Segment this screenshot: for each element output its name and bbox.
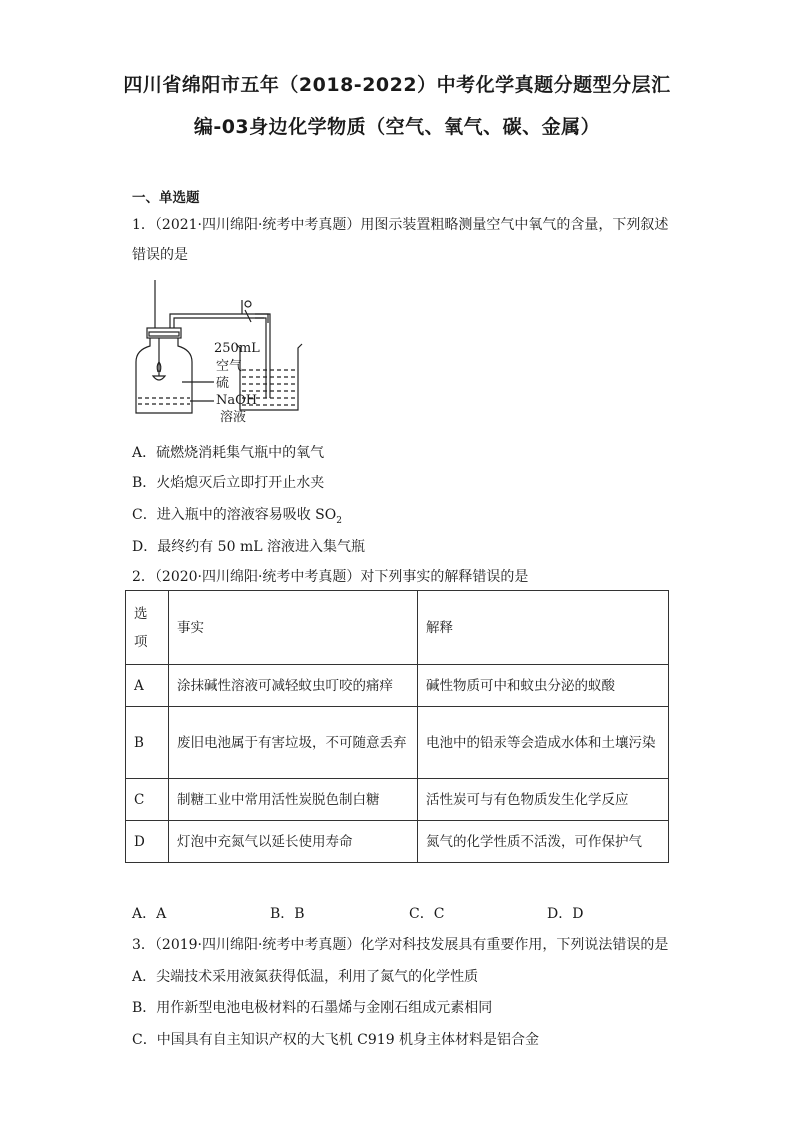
q3-stem: 3．（2019·四川绵阳·统考中考真题）化学对科技发展具有重要作用，下列说法错误的是 bbox=[132, 937, 669, 953]
label-sulfur: 硫 bbox=[216, 376, 230, 391]
cell-fact: 涂抹碱性溶液可减轻蚊虫叮咬的痛痒 bbox=[169, 665, 418, 707]
q2-stem: 2．（2020·四川绵阳·统考中考真题）对下列事实的解释错误的是 bbox=[132, 569, 529, 585]
cell-explanation: 碱性物质可中和蚊虫分泌的蚁酸 bbox=[418, 665, 669, 707]
header-fact: 事实 bbox=[169, 591, 418, 665]
label-naoh: NaOH bbox=[216, 393, 258, 408]
q2-answer-a: A．A bbox=[132, 906, 167, 922]
q1-option-c: C．进入瓶中的溶液容易吸收 $SO_2$ bbox=[132, 507, 342, 526]
q3-option-b: B．用作新型电池电极材料的石墨烯与金刚石组成元素相同 bbox=[132, 1000, 493, 1016]
section-heading: 一、单选题 bbox=[132, 190, 200, 206]
q2-answer-d: D．D bbox=[547, 906, 584, 922]
q1-option-d: D．最终约有 50 mL 溶液进入集气瓶 bbox=[132, 539, 365, 555]
cell-explanation: 电池中的铅汞等会造成水体和土壤污染 bbox=[418, 707, 669, 779]
label-volume: 250mL bbox=[214, 341, 260, 356]
header-explanation: 解释 bbox=[418, 591, 669, 665]
document-title-line1: 四川省绵阳市五年（2018-2022）中考化学真题分题型分层汇 bbox=[123, 74, 671, 96]
document-title-line2: 编-03身边化学物质（空气、氧气、碳、金属） bbox=[193, 116, 601, 138]
cell-explanation: 氮气的化学性质不活泼，可作保护气 bbox=[418, 821, 669, 863]
cell-fact: 废旧电池属于有害垃圾，不可随意丢弃 bbox=[169, 707, 418, 779]
table-row bbox=[126, 665, 669, 707]
table-row bbox=[126, 707, 669, 779]
q1-option-b: B．火焰熄灭后立即打开止水夹 bbox=[132, 475, 325, 491]
apparatus-figure bbox=[130, 280, 400, 425]
q3-option-c: C．中国具有自主知识产权的大飞机 C919 机身主体材料是铝合金 bbox=[132, 1032, 540, 1048]
table-row bbox=[126, 821, 669, 863]
cell-option: A bbox=[126, 665, 169, 707]
q1-stem-line1: 1．（2021·四川绵阳·统考中考真题）用图示装置粗略测量空气中氧气的含量，下列叙述 bbox=[132, 217, 669, 233]
table-header-row bbox=[126, 591, 669, 665]
label-air: 空气 bbox=[216, 359, 243, 374]
cell-option: C bbox=[126, 779, 169, 821]
label-solution: 溶液 bbox=[220, 410, 247, 425]
cell-explanation: 活性炭可与有色物质发生化学反应 bbox=[418, 779, 669, 821]
q2-table bbox=[125, 590, 669, 863]
cell-option: D bbox=[126, 821, 169, 863]
q2-answer-c: C．C bbox=[409, 906, 445, 922]
cell-fact: 灯泡中充氮气以延长使用寿命 bbox=[169, 821, 418, 863]
q3-option-a: A．尖端技术采用液氮获得低温，利用了氮气的化学性质 bbox=[132, 969, 479, 985]
q1-option-a: A．硫燃烧消耗集气瓶中的氧气 bbox=[132, 445, 325, 461]
cell-fact: 制糖工业中常用活性炭脱色制白糖 bbox=[169, 779, 418, 821]
table-row bbox=[126, 779, 669, 821]
cell-option: B bbox=[126, 707, 169, 779]
q2-answer-b: B．B bbox=[270, 906, 305, 922]
header-option: 选项 bbox=[126, 591, 169, 665]
q1-stem-line2: 错误的是 bbox=[132, 247, 188, 263]
